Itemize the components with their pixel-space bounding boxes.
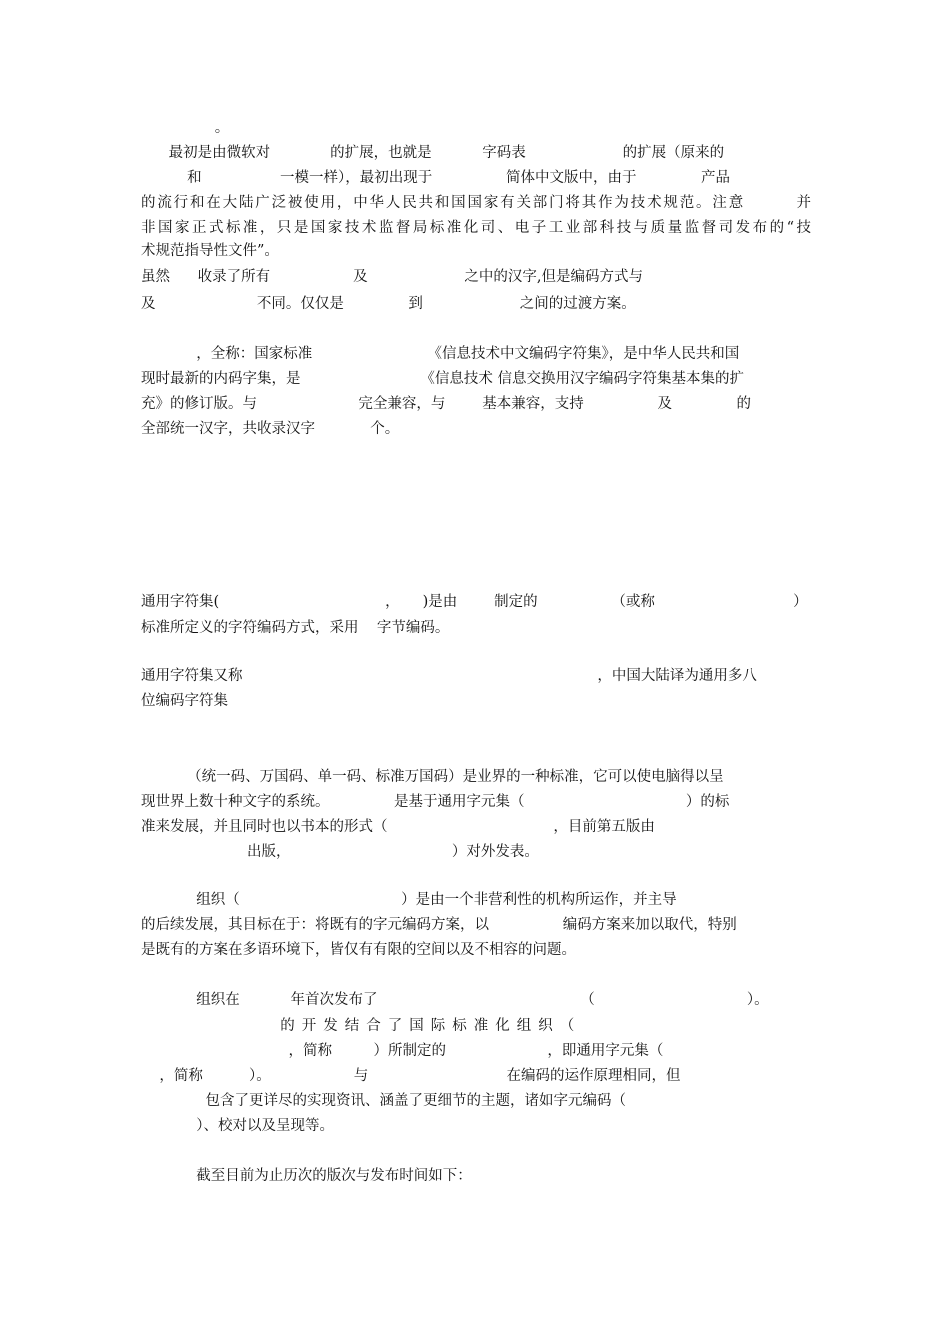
text-line: 截至目前为止历次的版次与发布时间如下： [141, 1168, 472, 1184]
text-line: ）、校对以及呈现等。 [141, 1118, 335, 1134]
text-line: 出版， ）对外发表。 [141, 844, 539, 860]
text-line: 通用字符集( ， )是由 制定的 （或称 ） [141, 594, 808, 610]
text-line: 的开发结合了国际标准化组织（ [141, 1018, 582, 1034]
text-line: 充》的修订版。与 完全兼容，与 基本兼容，支持 及 的 [141, 396, 752, 412]
text-line: 标准所定义的字符编码方式，采用 字节编码。 [141, 620, 450, 636]
text-line: 全部统一汉字，共收录汉字 个。 [141, 421, 400, 437]
text-line: 。 [141, 120, 230, 136]
text-line: 位编码字符集 [141, 693, 228, 709]
text-line: ，全称：国家标准 《信息技术中文编码字符集》，是中华人民共和国 [141, 346, 740, 362]
text-line: 非国家正式标准，只是国家技术监督局标准化司、电子工业部科技与质量监督司发布的“技 [141, 220, 811, 236]
text-line: （统一码、万国码、单一码、标准万国码）是业界的一种标准，它可以使电脑得以呈 [141, 769, 724, 785]
text-line: 及 不同。仅仅是 到 之间的过渡方案。 [141, 296, 636, 312]
text-line: 现世界上数十种文字的系统。 是基于通用字元集（ ）的标 [141, 794, 730, 810]
text-line: 组织在 年首次发布了 （ ）。 [141, 992, 769, 1008]
text-line: 和 一模一样），最初出现于 简体中文版中，由于 产品 [141, 170, 730, 186]
text-line: 包含了更详尽的实现资讯、涵盖了更细节的主题，诸如字元编码（ [141, 1093, 627, 1109]
text-line: 虽然 收录了所有 及 之中的汉字,但是编码方式与 [141, 269, 644, 285]
text-line: 组织（ ）是由一个非营利性的机构所运作，并主导 [141, 892, 677, 908]
text-line: 现时最新的内码字集，是 《信息技术 信息交换用汉字编码字符集基本集的扩 [141, 371, 744, 387]
text-line: 准来发展，并且同时也以书本的形式（ ，目前第五版由 [141, 819, 655, 835]
text-line: 是既有的方案在多语环境下，皆仅有有限的空间以及不相容的问题。 [141, 942, 576, 958]
text-line: ，简称 ）。 与 在编码的运作原理相同，但 [141, 1068, 681, 1084]
text-line: 最初是由微软对 的扩展，也就是 字码表 的扩展（原来的 [141, 145, 725, 161]
text-line: ，简称 ）所制定的 ，即通用字元集（ [141, 1043, 664, 1059]
text-line: 通用字符集又称 ，中国大陆译为通用多八 [141, 668, 757, 684]
text-line: 术规范指导性文件”。 [141, 243, 279, 259]
text-line: 的后续发展，其目标在于：将既有的字元编码方案，以 编码方案来加以取代，特别 [141, 917, 737, 933]
text-line: 的流行和在大陆广泛被使用，中华人民共和国国家有关部门将其作为技术规范。注意 并 [141, 195, 811, 211]
